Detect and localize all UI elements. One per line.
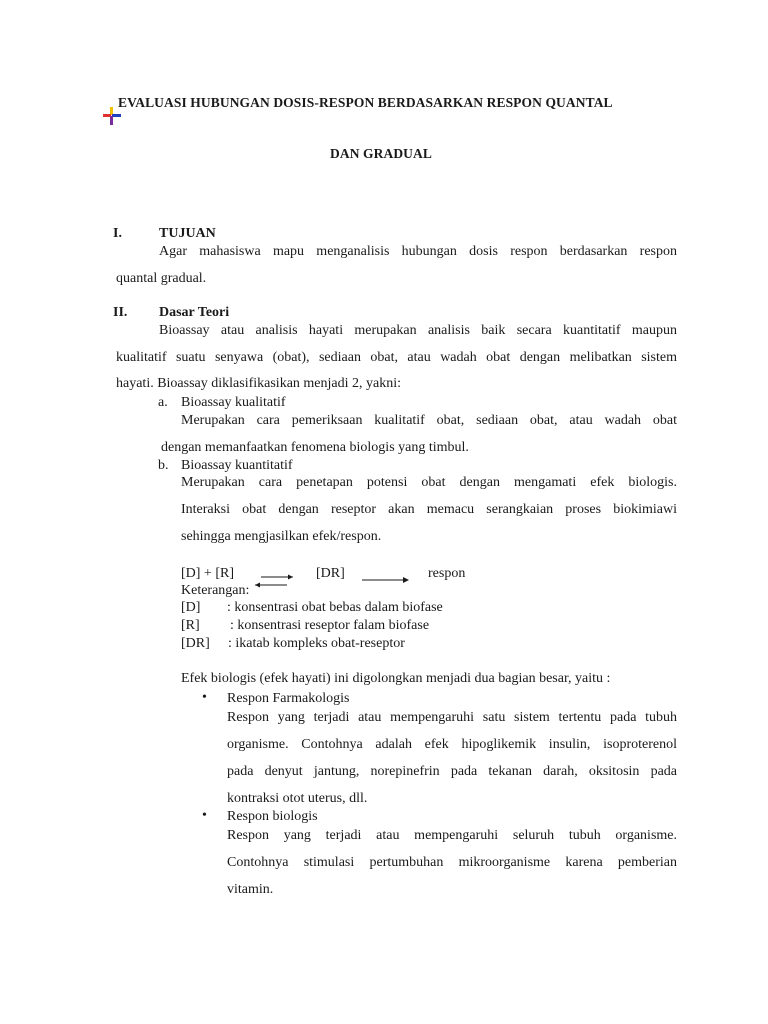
section-2-number: II. [113,305,128,320]
doc-title-line-1: EVALUASI HUBUNGAN DOSIS-RESPON BERDASARKAN RESPON QUANTAL [118,95,613,110]
section-2-para-line-2: kualitatif suatu senyawa (obat), sediaan obat, atau wadah obat dengan melibatkan sistem [116,350,677,365]
bullet-1-line-2: organisme. Contohnya adalah efek hipoglikemik insulin, isoproterenol [227,737,677,752]
list-item-b-title: Bioassay kuantitatif [181,458,293,473]
equation-middle: [DR] [316,566,345,581]
section-1-para-line-2: quantal gradual. [116,271,207,286]
section-1-number: I. [113,226,122,241]
list-item-a-line-1: Merupakan cara pemeriksaan kualitatif obat, sediaan obat, atau wadah obat [181,413,677,428]
forward-arrow-icon [361,575,411,585]
equation-right: respon [428,566,466,581]
legend-symbol-d: [D] [181,600,201,615]
list-marker-a: a. [158,395,168,410]
bullet-icon: • [202,808,207,823]
bullet-2-line-1: Respon yang terjadi atau mempengaruhi seluruh tubuh organisme. [227,828,677,843]
section-2-heading: Dasar Teori [159,305,230,320]
list-item-b-line-3: sehingga mengjasilkan efek/respon. [181,529,382,544]
section-2-para-line-3: hayati. Bioassay diklasifikasikan menjadi 2, yakni: [116,376,401,391]
doc-title-line-2: DAN GRADUAL [330,146,432,161]
bullet-1-line-4: kontraksi otot uterus, dll. [227,791,368,806]
section-2-para-line-1: Bioassay atau analisis hayati merupakan analisis baik secara kuantitatif maupun [159,323,677,338]
bullet-1-line-1: Respon yang terjadi atau mempengaruhi satu sistem tertentu pada tubuh [227,710,677,725]
legend-desc-dr: : ikatab kompleks obat-reseptor [228,636,405,651]
list-item-b-line-2: Interaksi obat dengan reseptor akan memacu serangkaian proses biokimiawi [181,502,677,517]
bullet-2-line-3: vitamin. [227,882,274,897]
bullet-2-title: Respon biologis [227,809,318,824]
legend-heading: Keterangan: [181,583,250,598]
list-item-a-line-2: dengan memanfaatkan fenomena biologis yang timbul. [161,440,469,455]
equilibrium-arrow-icon [253,574,295,588]
list-marker-b: b. [158,458,169,473]
legend-desc-d: : konsentrasi obat bebas dalam biofase [227,600,443,615]
section-1-heading: TUJUAN [159,226,216,241]
list-item-b-line-1: Merupakan cara penetapan potensi obat dengan mengamati efek biologis. [181,475,677,490]
legend-desc-r: : konsentrasi reseptor falam biofase [230,618,430,633]
equation-left: [D] + [R] [181,566,234,581]
efek-paragraph: Efek biologis (efek hayati) ini digolongkan menjadi dua bagian besar, yaitu : [181,671,611,686]
bullet-2-line-2: Contohnya stimulasi pertumbuhan mikroorganisme karena pemberian [227,855,677,870]
bullet-1-title: Respon Farmakologis [227,691,350,706]
legend-symbol-r: [R] [181,618,200,633]
section-1-para-line-1: Agar mahasiswa mapu menganalisis hubungan dosis respon berdasarkan respon [159,244,677,259]
list-item-a-title: Bioassay kualitatif [181,395,286,410]
bullet-icon: • [202,690,207,705]
bullet-1-line-3: pada denyut jantung, norepinefrin pada tekanan darah, oksitosin pada [227,764,677,779]
legend-symbol-dr: [DR] [181,636,210,651]
